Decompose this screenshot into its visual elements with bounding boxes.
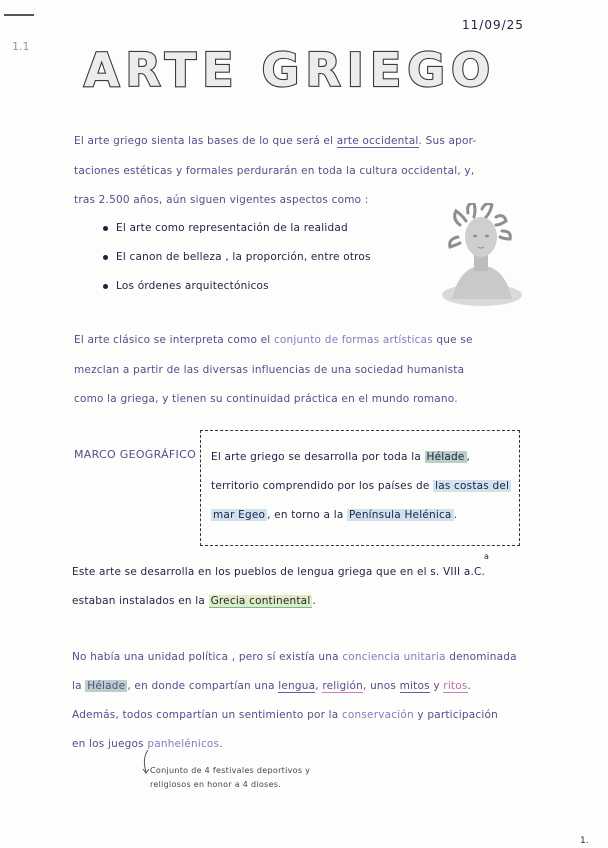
unidad-line-3: Además, todos compartían un sentimiento por la conservación y participación bbox=[72, 709, 498, 721]
classic-line-3: como la griega, y tienen su continuidad práctica en el mundo romano. bbox=[74, 393, 458, 405]
page-number: 1. bbox=[580, 836, 589, 846]
intro-line-2: taciones estéticas y formales perdurarán en toda la cultura occidental, y, bbox=[74, 165, 475, 177]
arte-occidental-link: arte occidental bbox=[336, 135, 419, 147]
lengua-term: lengua bbox=[278, 680, 316, 692]
classic-line-1: El arte clásico se interpreta como el conjunto de formas artísticas que se bbox=[74, 334, 473, 346]
classic-line-2: mezclan a partir de las diversas influencias de una sociedad humanista bbox=[74, 364, 465, 376]
bullet-item: El arte como representación de la realidad bbox=[103, 222, 348, 234]
bullet-dot bbox=[103, 284, 108, 289]
este-line-1: Este arte se desarrolla en los pueblos de lengua griega que en el s. VIII a.C. bbox=[72, 566, 486, 578]
footnote-line-1: Conjunto de 4 festivales deportivos y bbox=[150, 766, 311, 775]
costas-highlight: las costas del bbox=[435, 480, 510, 492]
marco-line-3: mar Egeo , en torno a la Península Helénica . bbox=[213, 509, 458, 521]
date: 11/09/25 bbox=[462, 18, 524, 32]
scan-edge-line bbox=[4, 14, 34, 16]
unidad-line-1: No había una unidad política , pero sí existía una conciencia unitaria denominada bbox=[72, 651, 517, 663]
footnote-line-2: religiosos en honor a 4 dioses. bbox=[150, 780, 282, 789]
grecia-continental-highlight: Grecia continental bbox=[210, 595, 311, 607]
mitos-term: mitos bbox=[399, 680, 430, 692]
svg-text:ARTE GRIEGO: ARTE GRIEGO bbox=[83, 43, 497, 97]
bullet-dot bbox=[103, 226, 108, 231]
bullet-item: El canon de belleza , la proporción, entre otros bbox=[103, 251, 371, 263]
helade-highlight-2: Hélade bbox=[87, 680, 126, 692]
margin-mark: 1.1 bbox=[12, 40, 30, 53]
conciencia-unitaria-highlight: conciencia unitaria bbox=[342, 651, 446, 663]
marco-line-1: El arte griego se desarrolla por toda la Hélade , bbox=[211, 451, 471, 463]
este-line-2: estaban instalados en la Grecia continental . bbox=[72, 595, 316, 607]
religion-term: religión bbox=[322, 680, 363, 692]
marco-line-2: territorio comprendido por los países de las costas del bbox=[211, 480, 510, 492]
este-mark: a bbox=[484, 552, 489, 561]
bullet-item: Los órdenes arquitectónicos bbox=[103, 280, 269, 292]
conservacion-highlight: conservación bbox=[341, 709, 414, 721]
intro-line-1: El arte griego sienta las bases de lo que será el arte occidental. Sus apor- bbox=[74, 135, 477, 147]
mar-egeo-highlight: mar Egeo bbox=[213, 509, 266, 521]
peninsula-highlight: Península Helénica bbox=[349, 509, 452, 521]
page-title bbox=[80, 36, 500, 100]
intro-line-3: tras 2.500 años, aún siguen vigentes aspectos como : bbox=[74, 194, 369, 206]
unidad-line-4: en los juegos panhelénicos. bbox=[72, 738, 223, 750]
unidad-line-2: la Hélade , en donde compartían una lengua, religión, unos mitos y ritos. bbox=[72, 680, 472, 692]
conjunto-formas-highlight: conjunto de formas artísticas bbox=[273, 334, 433, 346]
ritos-term: ritos bbox=[443, 680, 468, 692]
bullet-dot bbox=[103, 255, 108, 260]
medusa-bust-image bbox=[438, 203, 524, 307]
marco-geografico-heading: MARCO GEOGRÁFICO bbox=[74, 448, 197, 461]
helade-highlight: Hélade bbox=[426, 451, 465, 463]
panhelenicos-highlight: panhelénicos bbox=[147, 738, 220, 750]
